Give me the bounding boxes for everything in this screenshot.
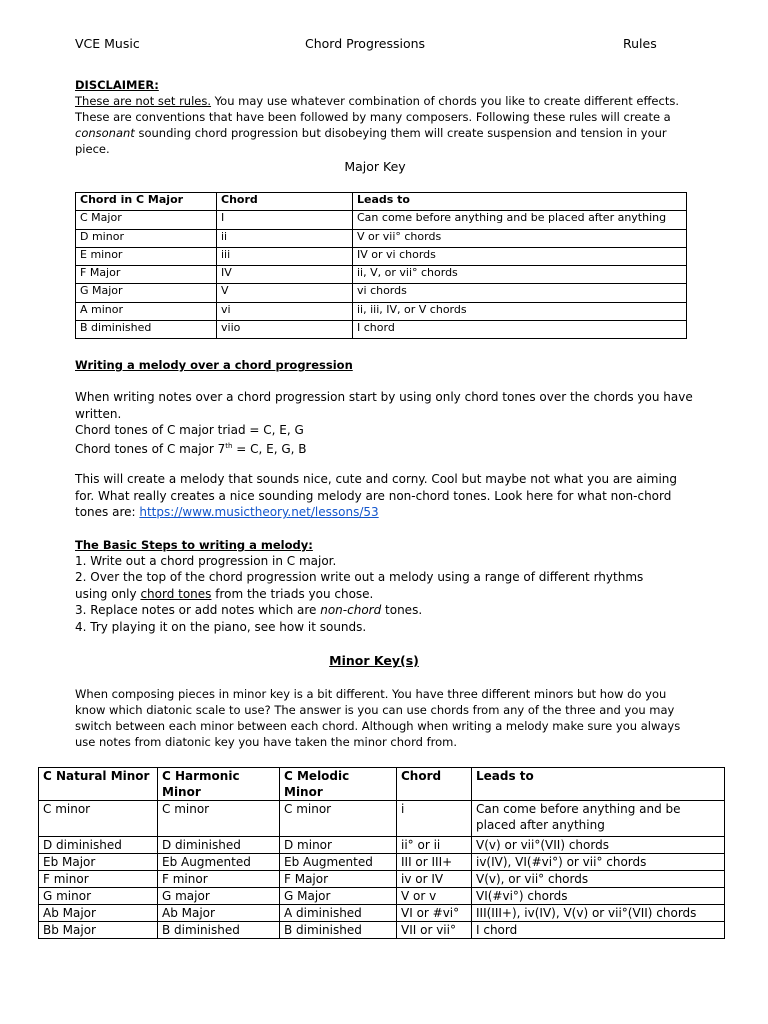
table-cell: F minor [39, 871, 158, 888]
table-cell: G minor [39, 888, 158, 905]
table-cell: B diminished [280, 922, 397, 939]
table-header-cell: Chord [217, 193, 353, 211]
table-cell: ii, V, or vii° chords [353, 266, 687, 284]
table-cell: Eb Augmented [280, 854, 397, 871]
table-cell: IV [217, 266, 353, 284]
table-header-row [39, 768, 725, 801]
table-header-cell: C Melodic Minor [280, 768, 397, 801]
table-cell: A minor [76, 302, 217, 320]
table-row [39, 888, 725, 905]
table-cell: vi [217, 302, 353, 320]
step-2: 2. Over the top of the chord progression write out a melody using a range of different rhythms using only chord tones from the triads you chose. [75, 570, 644, 601]
table-row [76, 247, 687, 265]
melody-paragraph-1: When writing notes over a chord progression start by using only chord tones over the chords you have written. [75, 390, 693, 421]
header-center: Chord Progressions [305, 36, 426, 51]
table-cell: G major [158, 888, 280, 905]
table-cell: I [217, 211, 353, 229]
chord-tones-triad: Chord tones of C major triad = C, E, G [75, 423, 304, 437]
table-cell: V or vii° chords [353, 229, 687, 247]
table-cell: F Major [76, 266, 217, 284]
table-cell: Can come before anything and be placed after anything [353, 211, 687, 229]
table-cell: Eb Augmented [158, 854, 280, 871]
table-cell: B diminished [158, 922, 280, 939]
table-cell: Bb Major [39, 922, 158, 939]
melody-paragraph-2: This will create a melody that sounds nice, cute and corny. Cool but maybe not what you are aiming for. What really creates a nice sounding melody are non-chord tones. Look here for what non-chord tones are: https://www.musictheory.net/lessons/53 [75, 472, 678, 519]
major-key-table [75, 192, 687, 339]
step-3: 3. Replace notes or add notes which are non-chord tones. [75, 603, 423, 617]
melody-title: Writing a melody over a chord progression [75, 358, 353, 372]
table-cell: V or v [397, 888, 472, 905]
step-4: 4. Try playing it on the piano, see how it sounds. [75, 620, 367, 634]
table-cell: V(v), or vii° chords [472, 871, 725, 888]
table-cell: viio [217, 321, 353, 339]
table-cell: VI or #vi° [397, 905, 472, 922]
table-cell: D minor [76, 229, 217, 247]
table-cell: Eb Major [39, 854, 158, 871]
table-cell: ii, iii, IV, or V chords [353, 302, 687, 320]
table-row [39, 922, 725, 939]
table-cell: F Major [280, 871, 397, 888]
chord-tones-7th: Chord tones of C major 7th = C, E, G, B [75, 442, 307, 456]
table-cell: VII or vii° [397, 922, 472, 939]
table-cell: i [397, 801, 472, 837]
table-cell: III(III+), iv(IV), V(v) or vii°(VII) chords [472, 905, 725, 922]
table-cell: C minor [158, 801, 280, 837]
table-cell: ii° or ii [397, 837, 472, 854]
table-cell: V(v) or vii°(VII) chords [472, 837, 725, 854]
table-row [76, 266, 687, 284]
table-cell: B diminished [76, 321, 217, 339]
table-cell: C minor [280, 801, 397, 837]
table-cell: A diminished [280, 905, 397, 922]
table-cell: iv or IV [397, 871, 472, 888]
table-header-cell: Leads to [472, 768, 725, 801]
table-cell: F minor [158, 871, 280, 888]
minor-key-paragraph: When composing pieces in minor key is a bit different. You have three different minors but how do you know which diatonic scale to use? The answer is you can use chords from any of the three and you may switch between each minor between each chord. Although when writing a melody make sure you always use notes from diatonic key you have taken the minor chord from. [75, 687, 681, 749]
table-cell: V [217, 284, 353, 302]
major-key-title: Major Key [344, 159, 406, 174]
table-cell: Ab Major [39, 905, 158, 922]
steps-title: The Basic Steps to writing a melody: [75, 538, 313, 552]
table-cell: IV or vi chords [353, 247, 687, 265]
step-1: 1. Write out a chord progression in C major. [75, 554, 337, 568]
table-cell: I chord [353, 321, 687, 339]
table-cell: III or III+ [397, 854, 472, 871]
musictheory-link[interactable]: https://www.musictheory.net/lessons/53 [139, 505, 379, 519]
table-row [76, 211, 687, 229]
table-cell: VI(#vi°) chords [472, 888, 725, 905]
table-header-row [76, 193, 687, 211]
table-header-cell: C Harmonic Minor [158, 768, 280, 801]
table-cell: Ab Major [158, 905, 280, 922]
table-header-cell: Chord in C Major [76, 193, 217, 211]
table-cell: C Major [76, 211, 217, 229]
table-cell: D diminished [39, 837, 158, 854]
table-cell: Can come before anything and be placed after anything [472, 801, 725, 837]
disclaimer-title: DISCLAIMER: [75, 78, 159, 92]
table-header-cell: C Natural Minor [39, 768, 158, 801]
table-row [76, 229, 687, 247]
disclaimer-underlined: These are not set rules. [75, 94, 212, 108]
table-row [76, 284, 687, 302]
table-cell: G Major [76, 284, 217, 302]
table-cell: iv(IV), VI(#vi°) or vii° chords [472, 854, 725, 871]
table-cell: G Major [280, 888, 397, 905]
table-row [39, 854, 725, 871]
table-cell: ii [217, 229, 353, 247]
table-cell: D minor [280, 837, 397, 854]
table-row [76, 302, 687, 320]
table-row [76, 321, 687, 339]
disclaimer-text: These are not set rules. You may use whatever combination of chords you like to create different effects. These are conventions that have been followed by many composers. Following these rules will create a consonant sounding chord progression but disobeying them will create suspension and tension in your piece. [75, 94, 679, 156]
minor-key-table [38, 767, 725, 939]
table-row [39, 871, 725, 888]
table-row [39, 837, 725, 854]
minor-key-title: Minor Key(s) [329, 653, 419, 668]
table-cell: D diminished [158, 837, 280, 854]
header-right: Rules [623, 36, 657, 51]
table-row [39, 905, 725, 922]
table-header-cell: Leads to [353, 193, 687, 211]
table-cell: I chord [472, 922, 725, 939]
table-cell: C minor [39, 801, 158, 837]
table-cell: iii [217, 247, 353, 265]
table-cell: E minor [76, 247, 217, 265]
table-row [39, 801, 725, 837]
header-left: VCE Music [75, 36, 140, 51]
table-cell: vi chords [353, 284, 687, 302]
table-header-cell: Chord [397, 768, 472, 801]
